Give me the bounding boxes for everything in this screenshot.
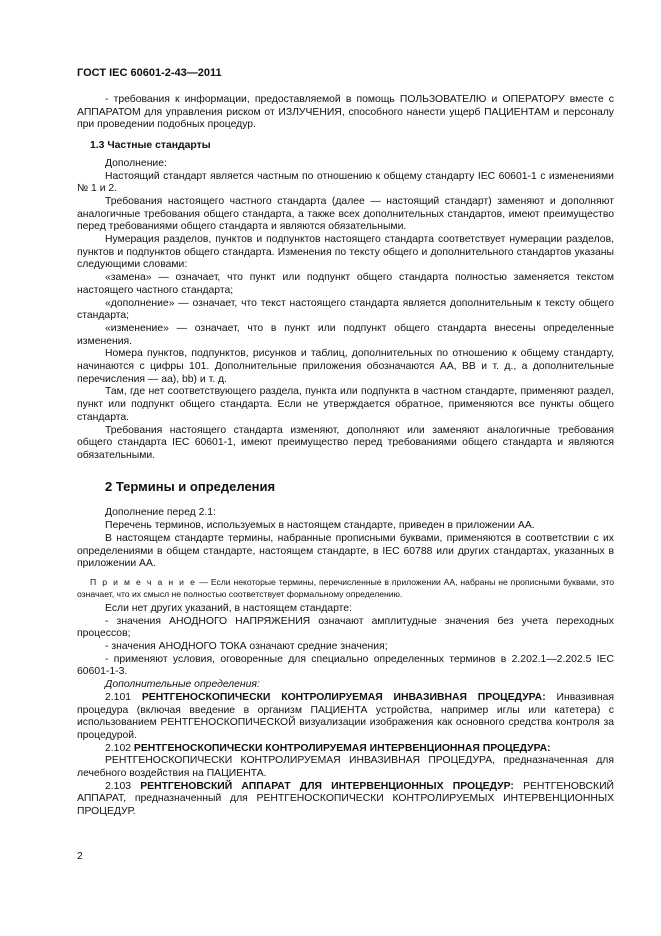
paragraph: Требования настоящего стандарта изменяют, дополняют или заменяют аналогичные требования общего стандарта IEC 60601-1, имеют преимущество перед требованиями общего стандарта и являются обязательными.	[77, 424, 614, 461]
note-label: П р и м е ч а н и е	[90, 576, 197, 587]
definition-2-102	[77, 743, 614, 756]
paragraph: «дополнение» — означает, что текст настоящего стандарта является дополнительным к тексту общего стандарта;	[77, 297, 614, 322]
paragraph: В настоящем стандарте термины, набранные прописными буквами, применяются в соответствии с их определениями в общем стандарте, настоящем стандарте, в IEC 60788 или других стандартах, указанных в приложении АА.	[77, 532, 614, 570]
note	[77, 576, 614, 600]
paragraph: «замена» — означает, что пункт или подпункт общего стандарта полностью заменяется текстом настоящего частного стандарта;	[77, 272, 614, 296]
paragraph: Если нет других указаний, в настоящем стандарте:	[105, 602, 352, 614]
paragraph: Там, где нет соответствующего раздела, пункта или подпункта в частном стандарте, применяют раздел, пункт или подпункт общего стандарта. Если не утверждается обратное, применяются все пункты общего стандарта.	[77, 386, 614, 423]
list-item: - применяют условия, оговоренные для специально определенных терминов в 2.202.1—2.202.5 IEC 60601-1-3.	[77, 653, 614, 678]
intro-paragraph: - требования к информации, предоставляемой в помощь ПОЛЬЗОВАТЕЛЮ и ОПЕРАТОРУ вместе с АППАРАТОМ для управления риском от ИЗЛУЧЕНИЯ, способного нанести ущерб ПАЦИЕНТАМ и персоналу при проведении подобных процедур.	[77, 94, 614, 131]
page-number: 2	[77, 851, 83, 862]
section-heading-1-3: 1.3 Частные стандарты	[90, 140, 211, 152]
paragraph: Номера пунктов, подпунктов, рисунков и таблиц, дополнительных по отношению к общему стандарту, начинаются с цифры 101. Дополнительные приложения обозначаются АА, ВВ и т. д., а дополнительные перечисления — аа), bb) и т. д.	[77, 348, 614, 385]
page-header: ГОСТ IEC 60601-2-43—2011	[77, 67, 222, 79]
definition-number: 2.102	[105, 742, 134, 754]
definition-term: РЕНТГЕНОСКОПИЧЕСКИ КОНТРОЛИРУЕМАЯ ИНВАЗИВНАЯ ПРОЦЕДУРА:	[141, 691, 546, 703]
definition-number: 2.103	[105, 780, 141, 792]
definition-2-101	[77, 692, 614, 743]
paragraph: Дополнение перед 2.1:	[105, 507, 216, 519]
paragraph: Настоящий стандарт является частным по отношению к общему стандарту IEC 60601-1 с изменениями № 1 и 2.	[77, 170, 614, 195]
list-item: - значения АНОДНОГО ТОКА означают средние значения;	[105, 641, 388, 653]
paragraph: Дополнение:	[105, 157, 167, 169]
additional-definitions-label: Дополнительные определения:	[105, 679, 260, 691]
definition-text: РЕНТГЕНОСКОПИЧЕСКИ КОНТРОЛИРУЕМАЯ ИНВАЗИВНАЯ ПРОЦЕДУРА, предназначенная для лечебного воздействия на ПАЦИЕНТА.	[77, 755, 614, 780]
definition-term: РЕНТГЕНОВСКИЙ АППАРАТ ДЛЯ ИНТЕРВЕНЦИОННЫХ ПРОЦЕДУР:	[140, 780, 514, 792]
paragraph: Требования настоящего частного стандарта (далее — настоящий стандарт) заменяют и дополняют аналогичные требования общего стандарта, а также всех дополнительных стандартов, имеют преимущество перед требованиями общего стандарта и являются обязательными.	[77, 195, 614, 233]
note-text: — Если некоторые термины, перечисленные в приложении АА, набраны не прописными буквами, это означает, что их смысл не полностью соответствует формальному определению.	[77, 576, 614, 599]
paragraph: Нумерация разделов, пунктов и подпунктов настоящего стандарта соответствует нумерации разделов, пунктов и подпунктов общего стандарта. Изменения по тексту общего и дополнительного стандартов указаны следующими словами:	[77, 234, 614, 271]
paragraph: Перечень терминов, используемых в настоящем стандарте, приведен в приложении АА.	[105, 520, 535, 532]
definition-text: РЕНТГЕНОВСКИЙ АППАРАТ, предназначенный для РЕНТГЕНОСКОПИЧЕСКИ КОНТРОЛИРУЕМЫХ ИНТЕРВЕНЦИОННЫХ ПРОЦЕДУР.	[77, 780, 614, 818]
definition-number: 2.101	[105, 691, 142, 703]
definition-text: Инвазивная процедура (включая введение в организм ПАЦИЕНТА устройства, например иглы или катетера) с использованием РЕНТГЕНОСКОПИЧЕСКОЙ визуализации изображения как основного средства контроля за процедурой.	[77, 691, 615, 741]
page-content	[77, 94, 614, 819]
list-item: - значения АНОДНОГО НАПРЯЖЕНИЯ означают амплитудные значения без учета переходных процессов;	[77, 615, 614, 640]
section-heading-2: 2 Термины и определения	[105, 478, 276, 494]
paragraph: «изменение» — означает, что в пункт или подпункт общего стандарта внесены определенные изменения.	[77, 322, 614, 347]
definition-term: РЕНТГЕНОСКОПИЧЕСКИ КОНТРОЛИРУЕМАЯ ИНТЕРВЕНЦИОННАЯ ПРОЦЕДУРА:	[133, 742, 551, 754]
definition-2-103	[77, 781, 614, 819]
